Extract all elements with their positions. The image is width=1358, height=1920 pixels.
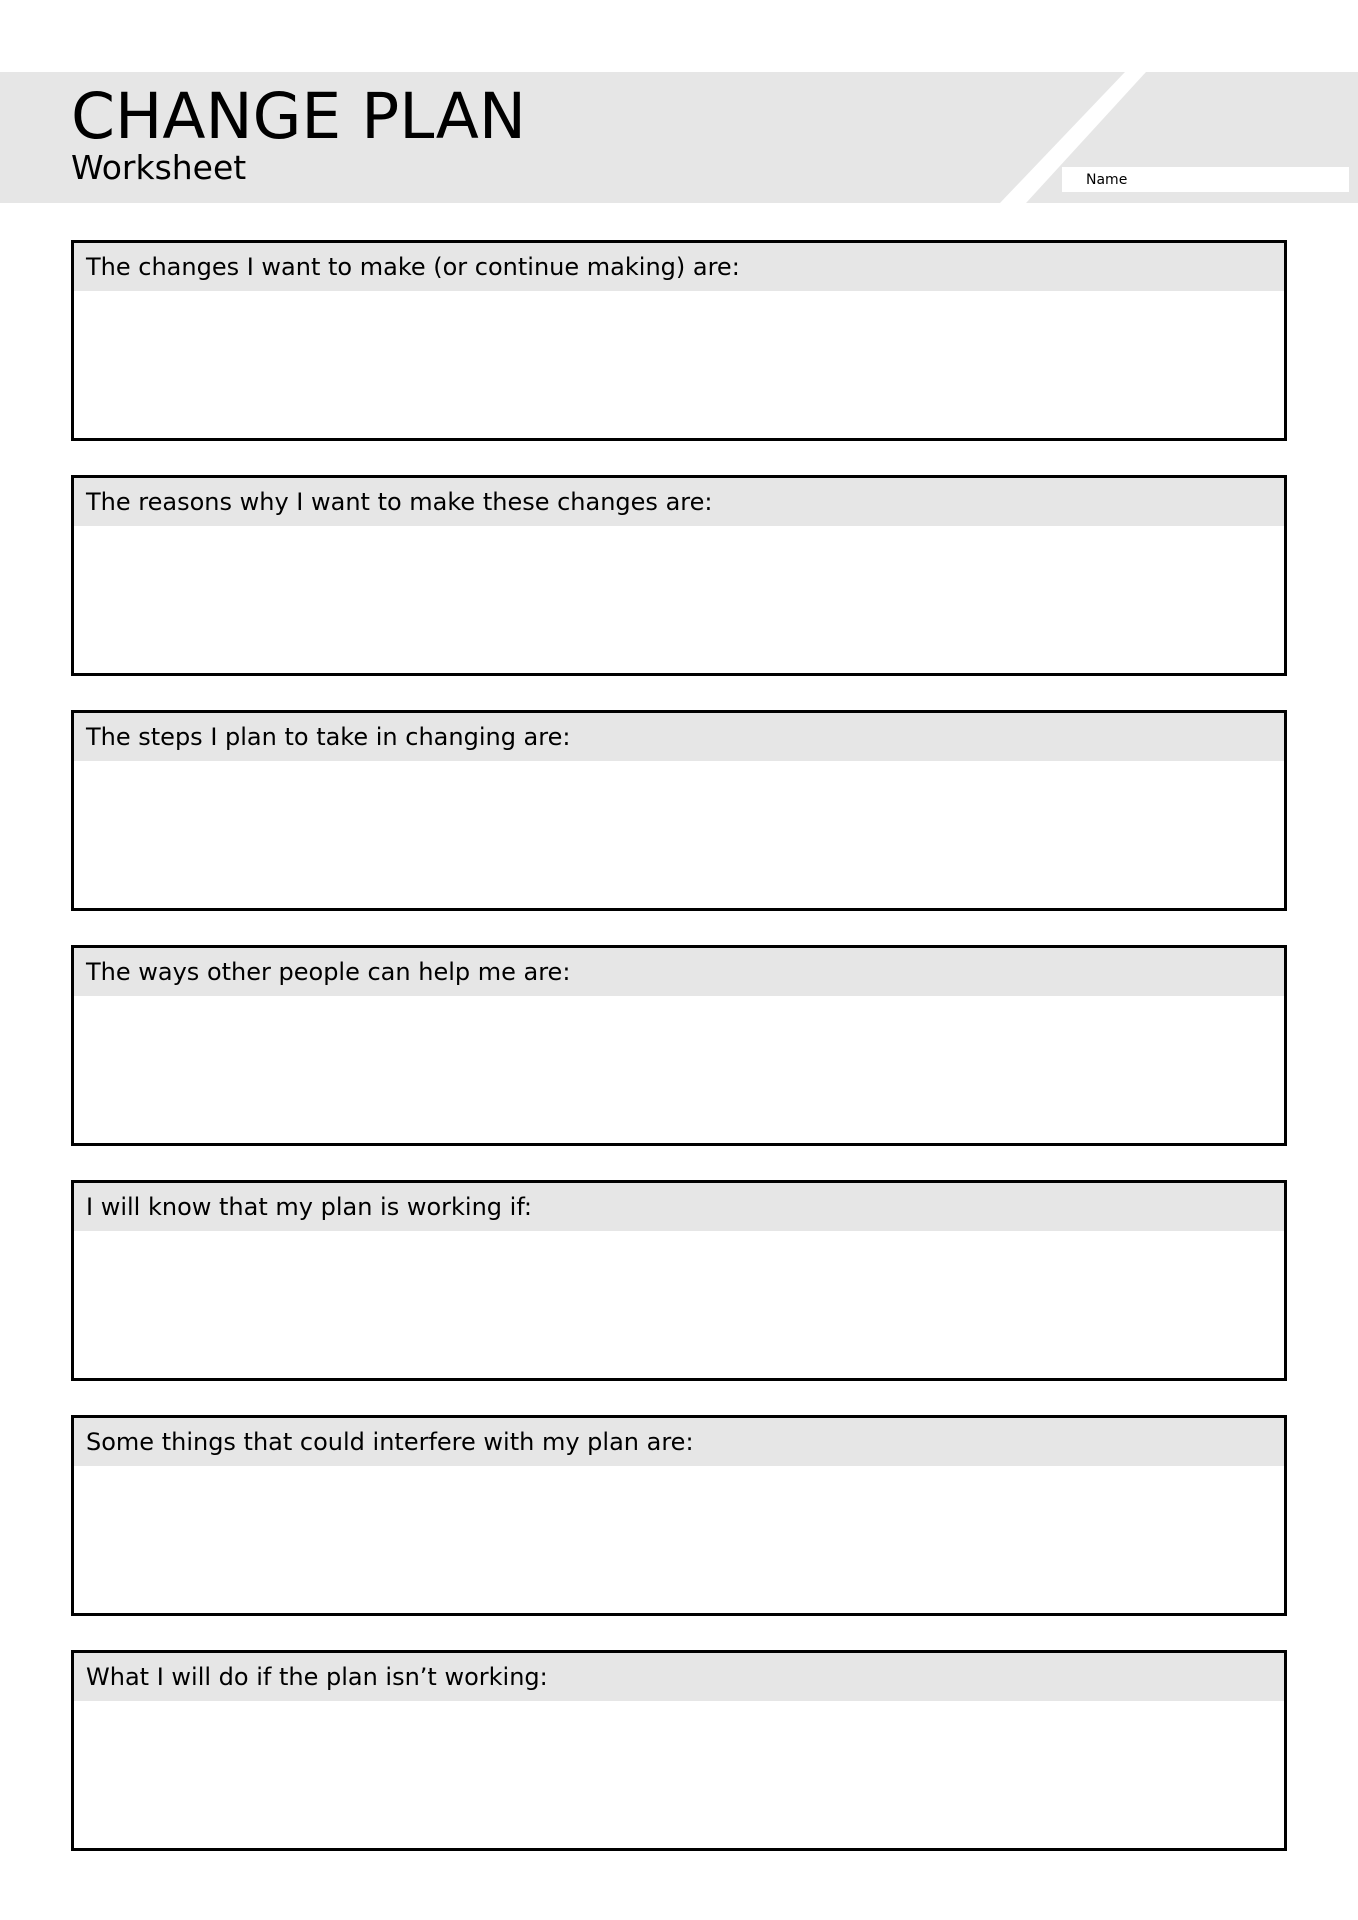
section-steps bbox=[71, 710, 1287, 911]
section-support bbox=[71, 945, 1287, 1146]
section-header bbox=[74, 1653, 1284, 1701]
section-answer-area[interactable] bbox=[74, 761, 1284, 908]
section-reasons bbox=[71, 475, 1287, 676]
page-subtitle: Worksheet bbox=[71, 148, 247, 187]
section-header bbox=[74, 1183, 1284, 1231]
section-answer-area[interactable] bbox=[74, 1231, 1284, 1378]
section-answer-area[interactable] bbox=[74, 996, 1284, 1143]
section-contingency bbox=[71, 1650, 1287, 1851]
section-header bbox=[74, 243, 1284, 291]
section-header bbox=[74, 713, 1284, 761]
section-header bbox=[74, 1418, 1284, 1466]
page-title: CHANGE PLAN bbox=[71, 80, 526, 153]
section-label: Some things that could interfere with my plan are: bbox=[86, 1428, 694, 1456]
section-label: The steps I plan to take in changing are: bbox=[86, 723, 571, 751]
section-answer-area[interactable] bbox=[74, 291, 1284, 438]
section-progress-indicators bbox=[71, 1180, 1287, 1381]
section-header bbox=[74, 948, 1284, 996]
section-label: The ways other people can help me are: bbox=[86, 958, 571, 986]
section-answer-area[interactable] bbox=[74, 1466, 1284, 1613]
section-label: The reasons why I want to make these changes are: bbox=[86, 488, 713, 516]
section-label: What I will do if the plan isn’t working: bbox=[86, 1663, 548, 1691]
name-field[interactable] bbox=[1062, 167, 1349, 192]
section-answer-area[interactable] bbox=[74, 526, 1284, 673]
section-label: I will know that my plan is working if: bbox=[86, 1193, 533, 1221]
name-label: Name bbox=[1086, 172, 1128, 188]
section-header bbox=[74, 478, 1284, 526]
section-changes bbox=[71, 240, 1287, 441]
section-label: The changes I want to make (or continue making) are: bbox=[86, 253, 740, 281]
section-obstacles bbox=[71, 1415, 1287, 1616]
section-answer-area[interactable] bbox=[74, 1701, 1284, 1848]
